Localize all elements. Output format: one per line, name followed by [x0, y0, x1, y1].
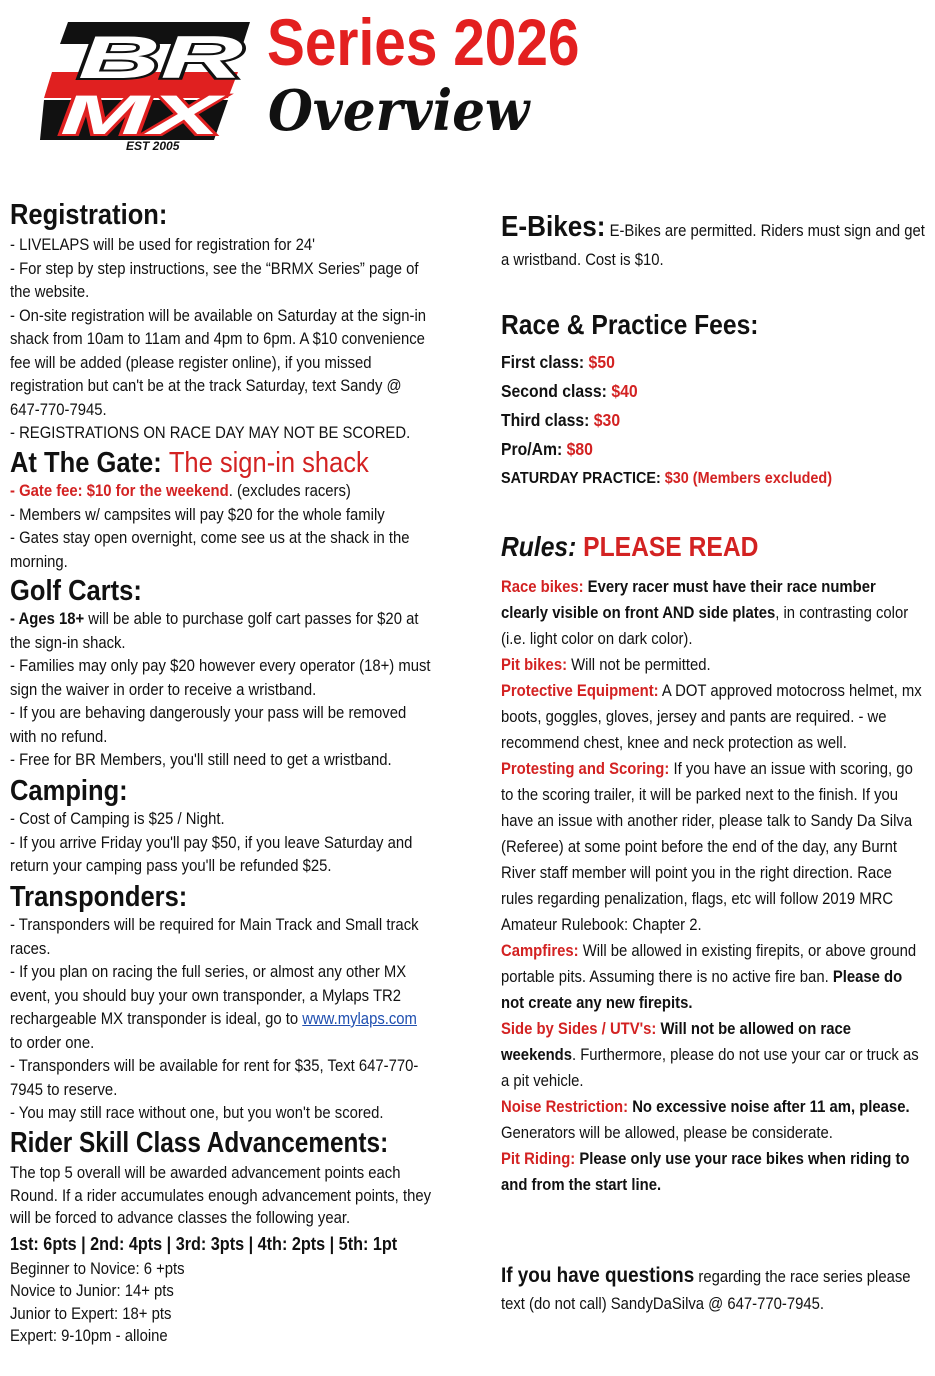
gate-line: - Members w/ campsites will pay $20 for the whole family: [10, 505, 385, 524]
fee-row: [501, 464, 926, 493]
transponders-heading: Transponders:: [10, 881, 188, 913]
registration-line: - On-site registration will be available on Saturday at the sign-in shack from 10am to 11am and 4pm to 6pm. A $10 convenience fee will be added (please register online), if you missed registration but can't be at the track Saturday, text Sandy @ 647-770-7945.: [10, 306, 427, 419]
rules-heading: Rules:: [501, 531, 577, 562]
advancement-intro: The top 5 overall will be awarded advancement points each Round. If a rider accumulates enough advancement points, they will be forced to advance classes the following year.: [10, 1164, 432, 1227]
rule-side-by-sides: [501, 1016, 926, 1094]
registration-line: - REGISTRATIONS ON RACE DAY MAY NOT BE SCORED.: [10, 424, 411, 442]
fee-value: $40: [611, 381, 638, 401]
transponders-buy-text: - If you plan on racing the full series, or almost any other MX event, you should buy your own transponder, a Mylaps TR2 rechargeable MX transponder is ideal, go to: [10, 963, 407, 1028]
fee-label: Third class:: [501, 410, 590, 430]
golf-line: - If you are behaving dangerously your pass will be removed with no refund.: [10, 704, 407, 746]
rule-text: , in contrasting color (i.e. light color on dark color).: [501, 604, 909, 648]
fee-row: [501, 377, 926, 406]
brmx-logo: [38, 14, 256, 154]
gate-line: - Gates stay open overnight, come see us at the shack in the morning.: [10, 529, 410, 571]
questions-lead: If you have questions: [501, 1264, 695, 1287]
rules-subheading: PLEASE READ: [583, 531, 759, 562]
rules-section: [501, 530, 935, 1198]
fees-heading: Race & Practice Fees:: [501, 309, 759, 340]
transponders-line: - Transponders will be available for rent for $35, Text 647-770-7945 to reserve.: [10, 1057, 419, 1099]
rule-bold: No excessive noise after 11 am, please.: [628, 1098, 910, 1116]
rule-text: Will not be permitted.: [567, 656, 711, 674]
transponders-buy-line: [10, 961, 433, 1055]
golf-line: - Families may only pay $20 however every operator (18+) must sign the waiver in order to receive a wristband.: [10, 657, 431, 699]
fees-section: [501, 308, 935, 493]
advancement-line: Novice to Junior: 14+ pts: [10, 1282, 174, 1300]
gate-section: [10, 446, 480, 574]
fee-value: $80: [566, 439, 593, 459]
rule-label: Noise Restriction:: [501, 1098, 629, 1116]
registration-line: - For step by step instructions, see the “BRMX Series” page of the website.: [10, 259, 419, 301]
rule-text: . Furthermore, please do not use your car or truck as a pit vehicle.: [501, 1046, 919, 1090]
gate-subheading: The sign-in shack: [168, 447, 369, 479]
rule-label: Protective Equipment:: [501, 682, 659, 700]
rule-text: If you have an issue with scoring, go to the scoring trailer, it will be parked next to the finish. If you have an issue with another rider, please talk to Sandy Da Silva (Referee) at some point before the end of the day, any Burnt River staff member will point you in the right direction. Race rules regarding penalization, flags, etc will follow 2019 MRC Amateur Rulebook: Chapter 2.: [501, 760, 913, 934]
page-subtitle: Overview: [268, 78, 530, 144]
advancement-points: 1st: 6pts | 2nd: 4pts | 3rd: 3pts | 4th: 2pts | 5th: 1pt: [10, 1233, 398, 1254]
questions-section: [501, 1262, 935, 1318]
fee-row: [501, 348, 926, 377]
logo-est-text: EST 2005: [126, 139, 180, 153]
gate-fee-rest: . (excludes racers): [228, 482, 351, 500]
fee-label: Pro/Am:: [501, 439, 563, 459]
logo-br-text: BR: [78, 24, 243, 91]
advancement-line: Expert: 9-10pm - alloine: [10, 1327, 168, 1345]
fee-label: Second class:: [501, 381, 607, 401]
gate-fee-line: [10, 480, 433, 504]
rule-noise: [501, 1094, 926, 1146]
rule-bold: Every racer must have their race number clearly visible on front AND side plates: [501, 578, 876, 622]
transponders-line: - You may still race without one, but you won't be scored.: [10, 1104, 384, 1122]
camping-line: - If you arrive Friday you'll pay $50, if you leave Saturday and return your camping pass you'll be refunded $25.: [10, 833, 413, 875]
golf-line: - Free for BR Members, you'll still need to get a wristband.: [10, 751, 392, 769]
rule-protesting: [501, 756, 926, 938]
rule-text: Generators will be allowed, please be considerate.: [501, 1124, 833, 1142]
rule-text: A DOT approved motocross helmet, mx boots, goggles, gloves, jersey and pants are required. - we recommend chest, knee and neck protection as well.: [501, 682, 922, 752]
rule-label: Protesting and Scoring:: [501, 760, 670, 778]
camping-heading: Camping:: [10, 775, 128, 807]
golf-heading: Golf Carts:: [10, 575, 142, 607]
rule-campfires: [501, 938, 926, 1016]
golf-age-line: [10, 608, 433, 655]
transponders-line: - Transponders will be required for Main Track and Small track races.: [10, 916, 419, 958]
golf-section: [10, 574, 480, 773]
fee-label: SATURDAY PRACTICE:: [501, 470, 661, 487]
golf-age-bold: - Ages 18+: [10, 610, 85, 628]
logo-mx-text: MX: [60, 83, 227, 146]
questions-text: regarding the race series please text (do not call) SandyDaSilva @ 647-770-7945.: [501, 1268, 911, 1313]
ebikes-text: E-Bikes are permitted. Riders must sign and get a wristband. Cost is $10.: [501, 222, 925, 269]
advancement-line: Beginner to Novice: 6 +pts: [10, 1259, 185, 1278]
registration-section: [10, 198, 480, 446]
rule-label: Campfires:: [501, 942, 579, 960]
rule-label: Pit Riding:: [501, 1150, 576, 1168]
fee-row: [501, 435, 926, 464]
advancement-line: Junior to Expert: 18+ pts: [10, 1304, 172, 1323]
rule-text: Will be allowed in existing firepits, or above ground portable pits. Assuming there is no active fire ban.: [501, 942, 917, 986]
mylaps-link[interactable]: www.mylaps.com: [302, 1010, 417, 1028]
fee-row: [501, 406, 926, 435]
rule-bold: Please do not create any new firepits.: [501, 968, 903, 1012]
page-title: Series 2026: [267, 5, 580, 79]
rule-bold: Please only use your race bikes when riding to and from the start line.: [501, 1150, 910, 1194]
fee-value: $30 (Members excluded): [664, 470, 833, 487]
gate-heading: At The Gate:: [10, 447, 162, 479]
registration-line: - LIVELAPS will be used for registration for 24': [10, 236, 315, 254]
golf-age-rest: will be able to purchase golf cart passes for $20 at the sign-in shack.: [10, 610, 419, 652]
advancement-heading: Rider Skill Class Advancements:: [10, 1127, 389, 1159]
fee-value: $50: [588, 352, 615, 372]
rule-pit-bikes: [501, 652, 926, 678]
transponders-buy-end: to order one.: [10, 1033, 95, 1052]
camping-section: [10, 774, 480, 879]
ebikes-heading: E-Bikes:: [501, 211, 606, 243]
transponders-section: [10, 880, 480, 1126]
rule-label: Pit bikes:: [501, 656, 568, 674]
registration-heading: Registration:: [10, 199, 168, 231]
gate-fee-label: - Gate fee: $10 for the weekend: [10, 482, 229, 500]
advancement-section: [10, 1126, 480, 1348]
rule-label: Race bikes:: [501, 578, 584, 596]
rule-label: Side by Sides / UTV's:: [501, 1020, 657, 1038]
rule-pit-riding: [501, 1146, 926, 1198]
camping-line: - Cost of Camping is $25 / Night.: [10, 810, 225, 828]
rule-protective: [501, 678, 926, 756]
fee-label: First class:: [501, 352, 585, 372]
rule-bold: Will not be allowed on race weekends: [501, 1020, 851, 1064]
fee-value: $30: [593, 410, 621, 430]
rule-race-bikes: [501, 574, 926, 652]
ebikes-section: [501, 210, 935, 275]
